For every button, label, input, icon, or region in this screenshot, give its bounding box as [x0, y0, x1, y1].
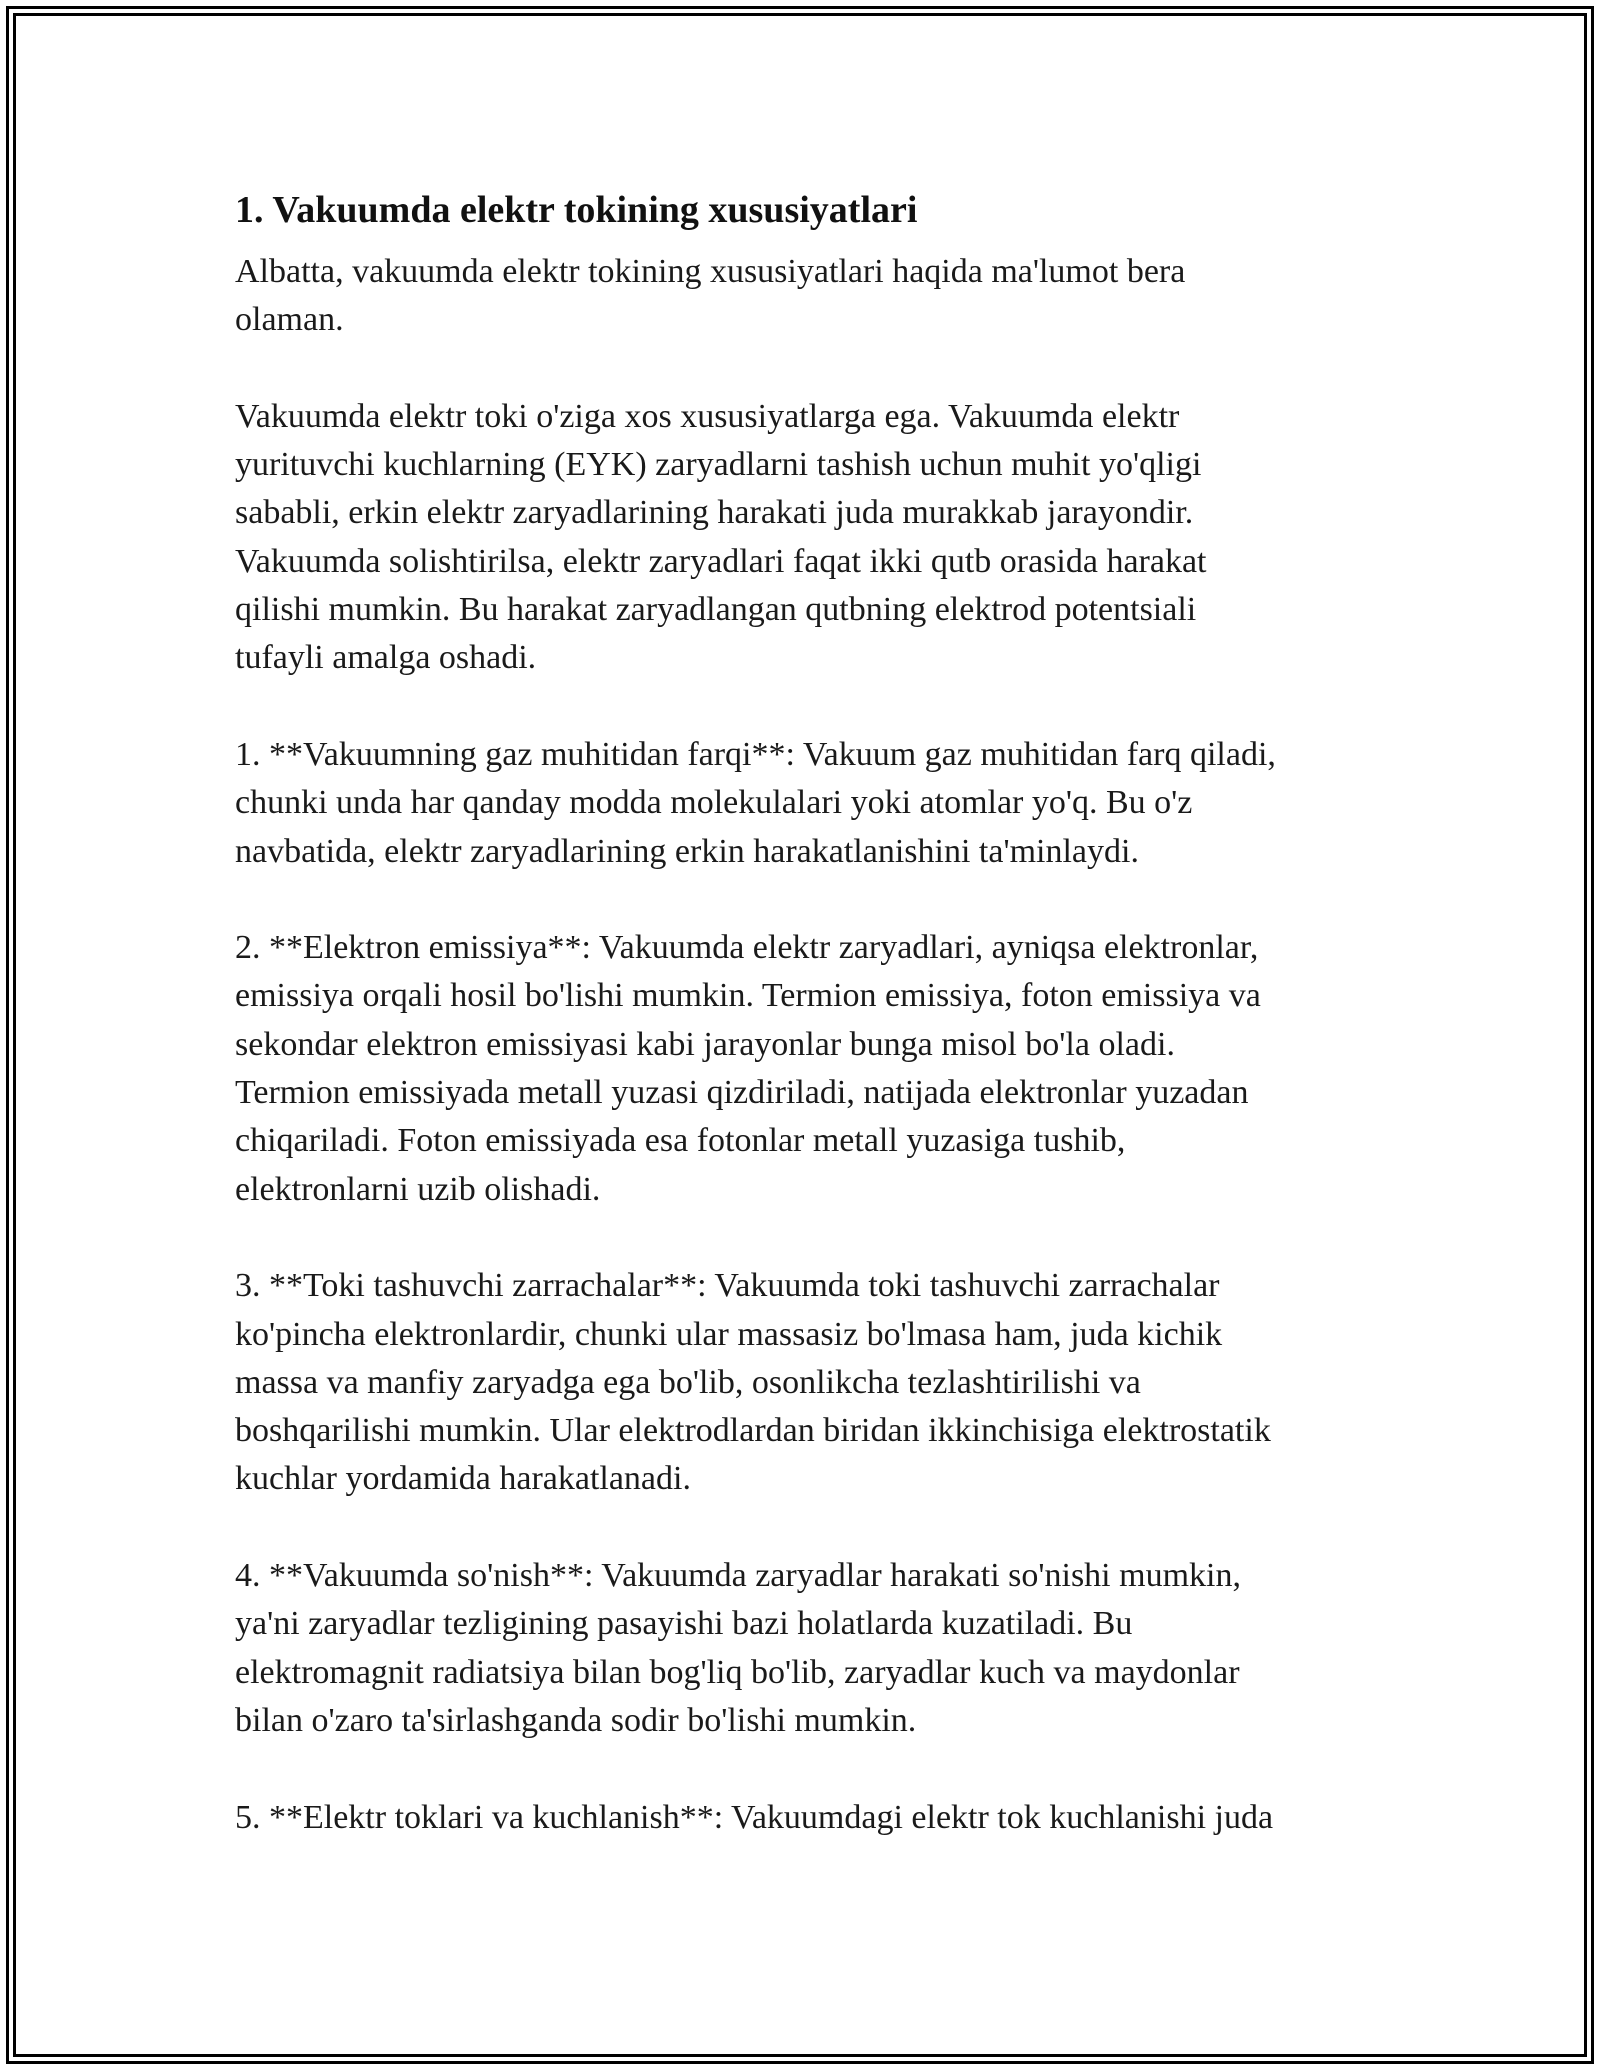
paragraph-gap	[235, 345, 1375, 393]
text-line: 2. **Elektron emissiya**: Vakuumda elektr zaryadlari, ayniqsa elektronlar,	[235, 929, 1259, 967]
text-line: 5. **Elektr toklari va kuchlanish**: Vakuumdagi elektr tok kuchlanishi juda	[235, 1798, 1274, 1836]
text-line: emissiya orqali hosil bo'lishi mumkin. Termion emissiya, foton emissiya va	[235, 977, 1261, 1015]
text-line: tufayli amalga oshadi.	[235, 639, 537, 677]
document-heading: 1. Vakuumda elektr tokining xususiyatlari	[235, 189, 918, 231]
text-line: boshqarilishi mumkin. Ular elektrodlardan biridan ikkinchisiga elektrostatik	[235, 1412, 1271, 1450]
text-line: ya'ni zaryadlar tezligining pasayishi bazi holatlarda kuzatiladi. Bu	[235, 1605, 1133, 1643]
text-line: qilishi mumkin. Bu harakat zaryadlangan qutbning elektrod potentsiali	[235, 591, 1197, 629]
paragraph	[235, 924, 1375, 1214]
text-line: kuchlar yordamida harakatlanadi.	[235, 1460, 691, 1498]
paragraph	[235, 1552, 1375, 1745]
text-line: 4. **Vakuumda so'nish**: Vakuumda zaryadlar harakati so'nishi mumkin,	[235, 1557, 1241, 1595]
text-line: Termion emissiyada metall yuzasi qizdiriladi, natijada elektronlar yuzadan	[235, 1074, 1249, 1112]
text-line: chunki unda har qanday modda molekulalari yoki atomlar yo'q. Bu o'z	[235, 784, 1193, 822]
text-line: ko'pincha elektronlardir, chunki ular massasiz bo'lmasa ham, juda kichik	[235, 1315, 1223, 1353]
paragraph	[235, 731, 1375, 876]
paragraph	[235, 1262, 1375, 1503]
paragraph-gap	[235, 1214, 1375, 1262]
text-line: Vakuumda elektr toki o'ziga xos xususiyatlarga ega. Vakuumda elektr	[235, 397, 1180, 435]
paragraph-gap	[235, 1745, 1375, 1793]
text-line: 3. **Toki tashuvchi zarrachalar**: Vakuumda toki tashuvchi zarrachalar	[235, 1267, 1220, 1305]
document-body	[235, 186, 1375, 1842]
paragraph	[235, 393, 1375, 683]
text-line: chiqariladi. Foton emissiyada esa fotonlar metall yuzasiga tushib,	[235, 1122, 1126, 1160]
text-line: olaman.	[235, 301, 344, 339]
paragraph-list	[235, 248, 1375, 1842]
paragraph-gap	[235, 876, 1375, 924]
text-line: Albatta, vakuumda elektr tokining xususiyatlari haqida ma'lumot bera	[235, 253, 1186, 290]
text-line: 1. **Vakuumning gaz muhitidan farqi**: Vakuum gaz muhitidan farq qiladi,	[235, 735, 1276, 773]
text-line: sababli, erkin elektr zaryadlarining harakati juda murakkab jarayondir.	[235, 494, 1194, 532]
text-line: sekondar elektron emissiyasi kabi jarayonlar bunga misol bo'la oladi.	[235, 1025, 1175, 1063]
text-line: navbatida, elektr zaryadlarining erkin harakatlanishini ta'minlaydi.	[235, 832, 1139, 870]
paragraph-gap	[235, 683, 1375, 731]
text-line: massa va manfiy zaryadga ega bo'lib, osonlikcha tezlashtirilishi va	[235, 1363, 1141, 1401]
text-line: elektromagnit radiatsiya bilan bog'liq bo'lib, zaryadlar kuch va maydonlar	[235, 1653, 1240, 1691]
text-line: Vakuumda solishtirilsa, elektr zaryadlari faqat ikki qutb orasida harakat	[235, 542, 1207, 580]
text-line: bilan o'zaro ta'sirlashganda sodir bo'lishi mumkin.	[235, 1701, 917, 1739]
paragraph	[235, 1794, 1375, 1842]
text-line: yurituvchi kuchlarning (EYK) zaryadlarni tashish uchun muhit yo'qligi	[235, 446, 1202, 484]
paragraph	[235, 248, 1375, 345]
text-line: elektronlarni uzib olishadi.	[235, 1170, 601, 1208]
paragraph-gap	[235, 1504, 1375, 1552]
